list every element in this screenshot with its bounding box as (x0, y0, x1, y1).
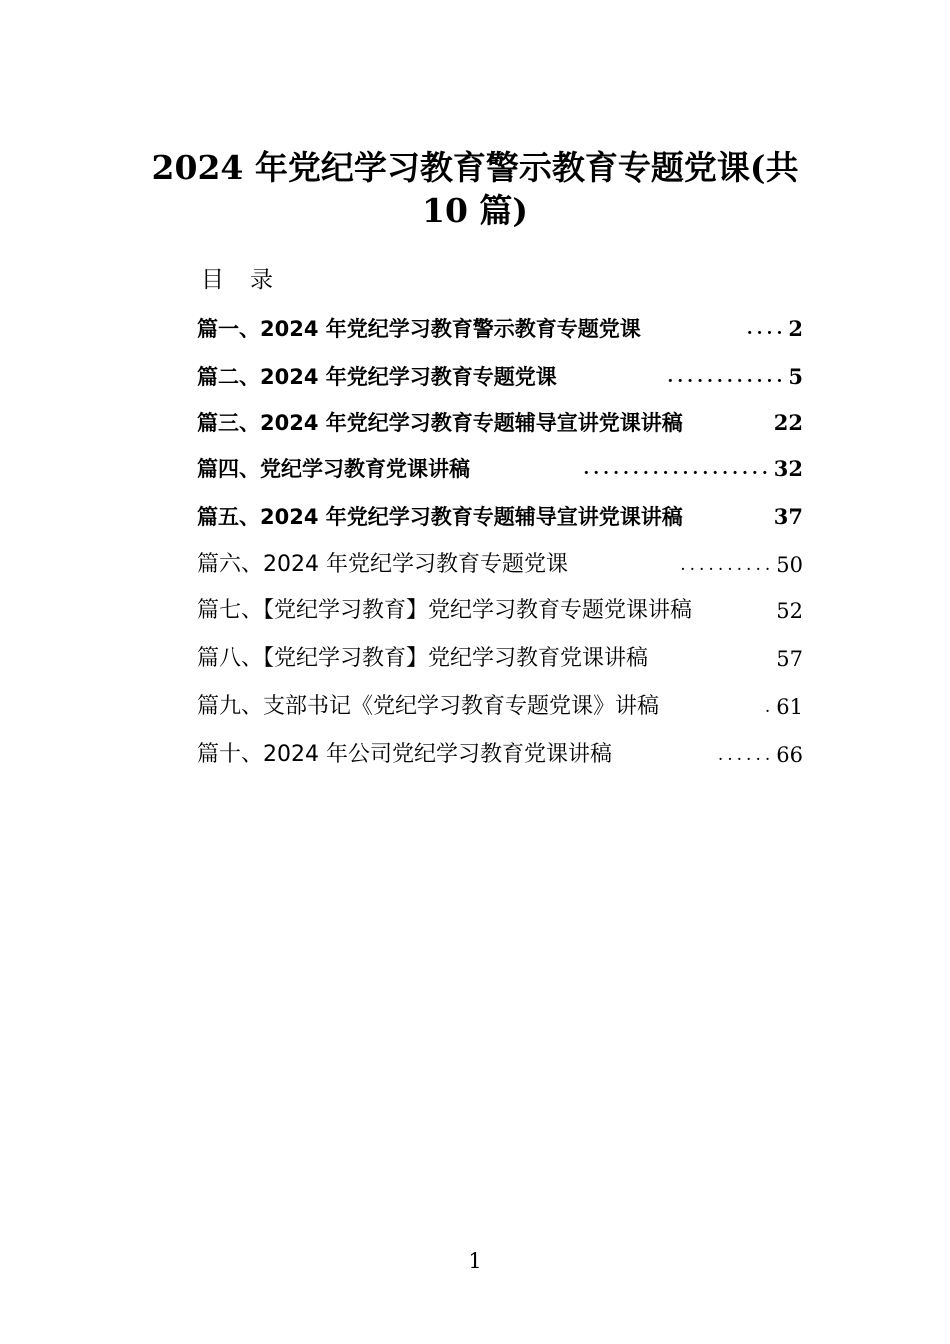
toc-page-number: 22 (773, 410, 803, 435)
toc-page-number: 2 (788, 316, 803, 341)
toc-item-8[interactable] (197, 642, 803, 674)
document-title-line-2: 10 篇) (421, 191, 529, 230)
toc-leader-dots: .... (746, 319, 787, 339)
toc-leader-dots: ...... (717, 745, 775, 765)
toc-item-5[interactable] (197, 500, 803, 532)
toc-item-label: 篇二、2024 年党纪学习教育专题党课 (197, 365, 557, 389)
toc-item-label: 篇九、支部书记《党纪学习教育专题党课》讲稿 (197, 694, 660, 719)
toc-item-2[interactable] (197, 360, 803, 392)
toc-item-9[interactable] (197, 690, 803, 722)
toc-leader-dots: .......... (680, 555, 775, 575)
toc-item-label: 篇十、2024 年公司党纪学习教育党课讲稿 (197, 742, 612, 767)
toc-leader-dots: ............ (667, 367, 787, 387)
toc-leader-dots: ................... (583, 459, 772, 479)
document-title-line-1: 2024 年党纪学习教育警示教育专题党课(共 (151, 148, 799, 187)
toc-page-number: 32 (773, 456, 803, 481)
toc-page-number: 37 (773, 504, 803, 529)
toc-page-number: 52 (776, 599, 803, 623)
toc-page-number: 61 (776, 695, 803, 719)
toc-item-label: 篇五、2024 年党纪学习教育专题辅导宣讲党课讲稿 (197, 505, 683, 529)
toc-item-10[interactable] (197, 738, 803, 770)
toc-page-number: 5 (788, 364, 803, 389)
toc-item-3[interactable] (197, 406, 803, 438)
toc-page-number: 57 (776, 647, 803, 671)
toc-leader-dots: . (764, 697, 775, 717)
toc-item-label: 篇八、【党纪学习教育】党纪学习教育党课讲稿 (197, 646, 649, 671)
toc-item-label: 篇三、2024 年党纪学习教育专题辅导宣讲党课讲稿 (197, 411, 683, 435)
toc-item-label: 篇六、2024 年党纪学习教育专题党课 (197, 552, 568, 577)
toc-item-4[interactable] (197, 452, 803, 484)
toc-heading: 目录 (201, 267, 299, 293)
toc-page-number: 66 (776, 743, 803, 767)
page-number: 1 (468, 1249, 482, 1273)
toc-item-1[interactable] (197, 312, 803, 344)
toc-item-6[interactable] (197, 548, 803, 580)
toc-item-label: 篇四、党纪学习教育党课讲稿 (197, 457, 470, 481)
toc-page-number: 50 (776, 553, 803, 577)
toc-item-7[interactable] (197, 594, 803, 626)
toc-item-label: 篇七、【党纪学习教育】党纪学习教育专题党课讲稿 (197, 598, 693, 623)
toc-item-label: 篇一、2024 年党纪学习教育警示教育专题党课 (197, 317, 641, 341)
